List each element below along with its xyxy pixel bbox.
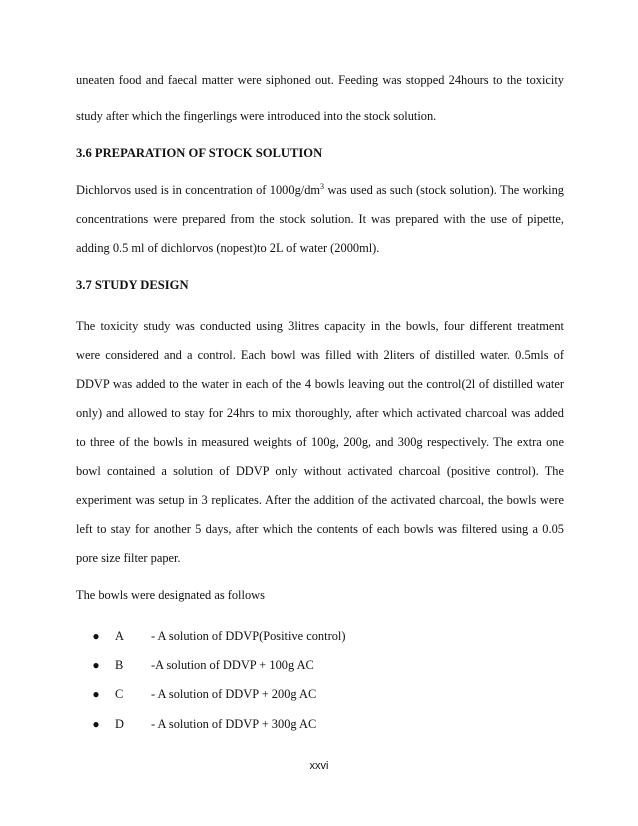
section-heading-3-6: 3.6 PREPARATION OF STOCK SOLUTION <box>76 146 323 160</box>
bowl-letter: A <box>115 629 124 643</box>
bowl-description: - A solution of DDVP(Positive control) <box>151 629 346 643</box>
section-heading-3-7: 3.7 STUDY DESIGN <box>76 278 189 292</box>
paragraph-line: bowl contained a solution of DDVP only without activated charcoal (positive control). The <box>76 464 564 478</box>
bowl-letter: D <box>115 717 124 731</box>
paragraph-line: experiment was setup in 3 replicates. After the addition of the activated charcoal, the bowls were <box>76 493 564 507</box>
paragraph-line: DDVP was added to the water in each of the 4 bowls leaving out the control(2l of distilled water <box>76 377 564 391</box>
paragraph-line: pore size filter paper. <box>76 551 181 565</box>
bowl-letter: C <box>115 687 124 701</box>
paragraph-line: study after which the fingerlings were introduced into the stock solution. <box>76 109 437 123</box>
paragraph-line: were considered and a control. Each bowl was filled with 2liters of distilled water. 0.5mls of <box>76 348 564 362</box>
bullet-icon: ● <box>92 629 100 643</box>
bowl-description: - A solution of DDVP + 200g AC <box>151 687 317 701</box>
bowl-letter: B <box>115 658 124 672</box>
page-number: xxvi <box>309 760 329 772</box>
paragraph-line: only) and allowed to stay for 24hrs to mix thoroughly, after which activated charcoal was added <box>76 406 564 420</box>
bullet-icon: ● <box>92 687 100 701</box>
paragraph-line: to three of the bowls in measured weights of 100g, 200g, and 300g respectively. The extra one <box>76 435 564 449</box>
paragraph-line: adding 0.5 ml of dichlorvos (nopest)to 2L of water (2000ml). <box>76 241 380 255</box>
superscript: 3 <box>320 182 325 191</box>
bowl-description: -A solution of DDVP + 100g AC <box>151 658 314 672</box>
paragraph-line: The toxicity study was conducted using 3litres capacity in the bowls, four different treatment <box>76 319 564 333</box>
paragraph-line: concentrations were prepared from the stock solution. It was prepared with the use of pipette, <box>76 212 564 226</box>
designation-intro: The bowls were designated as follows <box>76 588 265 602</box>
paragraph-line: left to stay for another 5 days, after which the contents of each bowls was filtered using a 0.05 <box>76 522 564 536</box>
paragraph-line: Dichlorvos used is in concentration of $1000g/dm^3$ was used as such (stock solution). The working <box>76 182 564 197</box>
paragraph-line: uneaten food and faecal matter were siphoned out. Feeding was stopped 24hours to the toxicity <box>76 73 564 87</box>
bullet-icon: ● <box>92 658 100 672</box>
bullet-icon: ● <box>92 717 100 731</box>
bowl-description: - A solution of DDVP + 300g AC <box>151 717 317 731</box>
